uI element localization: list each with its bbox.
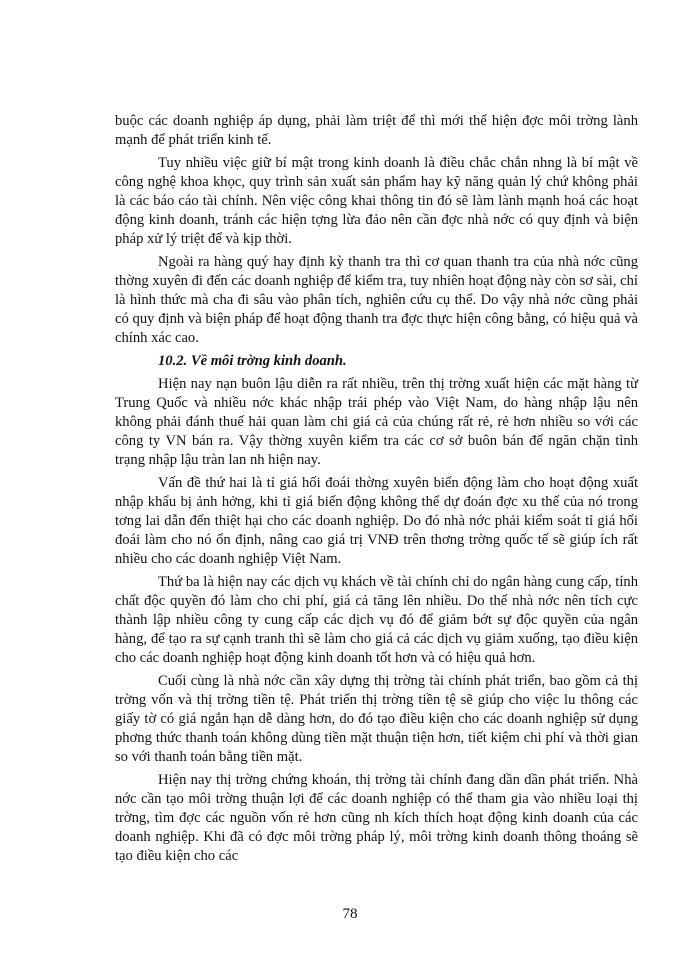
page-number: 78 — [342, 906, 358, 922]
paragraph: Vấn đề thứ hai là tỉ giá hối đoái thờng xuyên biến động làm cho hoạt động xuất nhập khẩu bị ảnh hởng, khi tỉ giá biến động không thể dự đoán đợc xu thế của nó trong tơng lai dẫn đến thiệt hại cho các doanh nghiệp. Do đó nhà nớc phải kiểm soát tỉ giá hối đoái làm cho nó ổn định, nâng cao giá trị VNĐ trên thơng trờng quốc tế sẽ giúp ích rất nhiều cho các doanh nghiệp Việt Nam. — [115, 475, 638, 567]
paragraph: Hiện nay nạn buôn lậu diễn ra rất nhiều, trên thị trờng xuất hiện các mặt hàng từ Trung Quốc và nhiều nớc khác nhập trái phép vào Việt Nam, do hàng nhập lậu nên không phải đánh thuế hải quan làm chi giá cả của chúng rất rẻ, rẻ hơn nhiều so với các công ty VN bán ra. Vậy thờng xuyên kiểm tra các cơ sở buôn bán để ngăn chặn tình trạng nhập lậu tràn lan nh hiện nay. — [115, 376, 638, 468]
paragraph: Tuy nhiều việc giữ bí mật trong kinh doanh là điều chắc chắn nhng là bí mật về công nghệ khoa khọc, quy trình sản xuất sản phẩm hay kỹ năng quản lý chứ không phải là các báo cáo tài chính. Nên việc công khai thông tin đó sẽ làm lành mạnh hoá các hoạt động kinh doanh, tránh các hiện tợng lừa đảo nên cần đợc nhà nớc có quy định và biện pháp xử lý triệt để và kịp thời. — [115, 155, 638, 247]
paragraph: Cuối cùng là nhà nớc cần xây dựng thị trờng tài chính phát triển, bao gồm cả thị trờng vốn và thị trờng tiền tệ. Phát triển thị trờng tiền tệ sẽ giúp cho việc lu thông các giấy tờ có giá ngắn hạn dễ dàng hơn, do đó tạo điều kiện cho các doanh nghiệp sử dụng phơng thức thanh toán không dùng tiền mặt thuận tiện hơn, tiết kiệm chi phí và thời gian so với thanh toán bằng tiền mặt. — [115, 673, 638, 765]
paragraph-continuation: buộc các doanh nghiệp áp dụng, phải làm triệt để thì mới thể hiện đợc môi trờng lành mạnh để phát triển kinh tế. — [115, 113, 638, 148]
section-heading: 10.2. Về môi trờng kinh doanh. — [158, 353, 347, 369]
paragraph: Hiện nay thị trờng chứng khoán, thị trờng tài chính đang dần dần phát triển. Nhà nớc cần tạo môi trờng thuận lợi để các doanh nghiệp có thể tham gia vào nhiều loại thị trờng, tìm đợc các nguồn vốn rẻ hơn cũng nh kích thích hoạt động kinh doanh của các doanh nghiệp. Khi đã có đợc môi trờng pháp lý, môi trờng kinh doanh thông thoáng sẽ tạo điều kiện cho các — [115, 772, 638, 864]
document-body — [115, 112, 638, 870]
paragraph: Ngoài ra hàng quý hay định kỳ thanh tra thì cơ quan thanh tra của nhà nớc cũng thờng xuyên đi đến các doanh nghiệp để kiểm tra, tuy nhiên hoạt động này còn sơ sài, chỉ là hình thức mà cha đi sâu vào phân tích, nghiên cứu cụ thể. Do vậy nhà nớc cũng phải có quy định và biện pháp để hoạt động thanh tra đợc thực hiện công bằng, có hiệu quả và chính xác cao. — [115, 254, 638, 346]
paragraph: Thứ ba là hiện nay các dịch vụ khách về tài chính chỉ do ngân hàng cung cấp, tính chất độc quyền đó làm cho chi phí, giá cả tăng lên nhiều. Do thế nhà nớc nên tích cực thành lập nhiều công ty cung cấp các dịch vụ đó để giảm bớt sự độc quyền của ngân hàng, để tạo ra sự cạnh tranh thì sẽ làm cho giá cả các dịch vụ giảm xuống, tạo điều kiện cho các doanh nghiệp hoạt động kinh doanh tốt hơn và có hiệu quả hơn. — [115, 574, 638, 666]
